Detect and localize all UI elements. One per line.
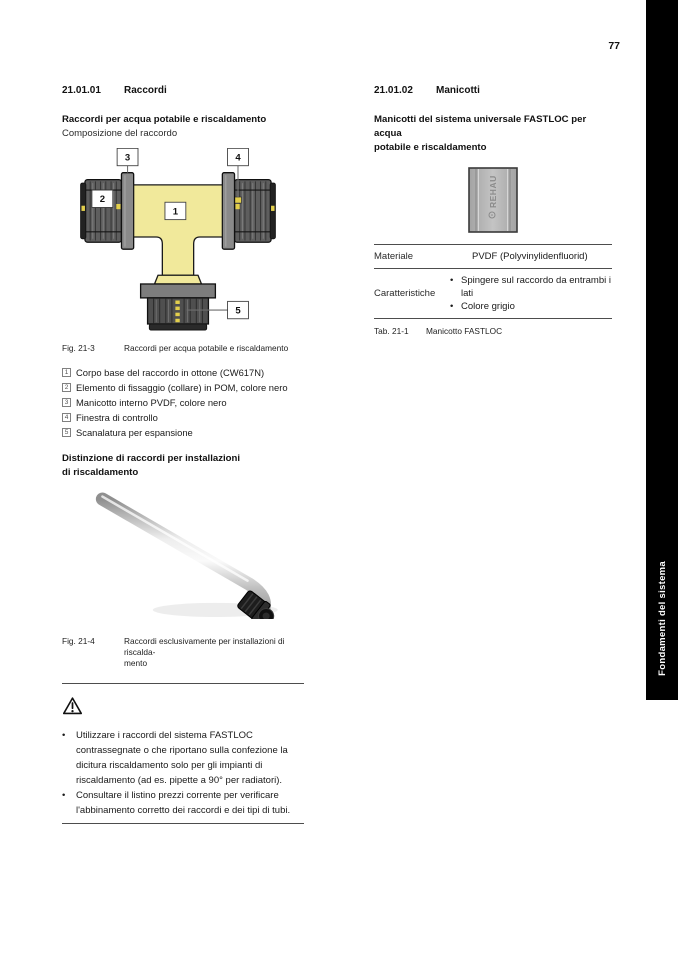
bottom-section <box>141 284 216 330</box>
warning-item <box>62 788 308 818</box>
legend-numbox: 5 <box>62 428 71 437</box>
legend-item <box>62 395 308 410</box>
callout-1: 1 <box>172 206 179 218</box>
bullet-marker: • <box>450 275 454 286</box>
legend-item <box>62 365 308 380</box>
page-number: 77 <box>608 40 620 52</box>
intro-text: Composizione del raccordo <box>62 128 178 139</box>
callout-4: 4 <box>235 152 241 164</box>
pipe-photo <box>64 487 296 624</box>
legend-numbox: 2 <box>62 383 71 392</box>
figure1-text: Raccordi per acqua potabile e riscaldamento <box>124 343 289 353</box>
warning-icon <box>62 696 83 716</box>
legend-numbox: 1 <box>62 368 71 377</box>
legend-text: Scanalatura per espansione <box>76 427 193 438</box>
callout-5: 5 <box>235 305 241 317</box>
legend-text: Corpo base del raccordo in ottone (CW617N) <box>76 367 265 378</box>
figure2-text-line1: Raccordi esclusivamente per installazioni di riscalda- <box>124 636 285 657</box>
heading-distinzione-line2: di riscaldamento <box>62 467 139 478</box>
table-caption <box>374 326 612 337</box>
spec-table <box>374 244 612 319</box>
fitting-diagram-svg <box>78 148 278 333</box>
figure1-label: Fig. 21-3 <box>62 343 95 353</box>
right-collar <box>222 173 234 250</box>
callout-3: 3 <box>124 152 131 164</box>
figure2-text-line2: mento <box>124 658 148 668</box>
legend-text: Elemento di fissaggio (collare) in POM, colore nero <box>76 382 288 393</box>
legend-item <box>62 380 308 395</box>
chapter-tab <box>646 0 678 700</box>
legend-item <box>62 410 308 425</box>
spec-bullet-item <box>450 300 612 313</box>
table-caption-label: Tab. 21-1 <box>374 326 409 336</box>
legend-numbox: 3 <box>62 398 71 407</box>
spec-row-caratteristiche <box>374 269 612 319</box>
right-column <box>374 85 612 337</box>
spec-bullet-text: Colore grigio <box>461 301 515 312</box>
bullet-marker: • <box>62 730 66 741</box>
warning-text: Utilizzare i raccordi del sistema FASTLOC contrassegnate o che riportano sulla confezione la dicitura riscaldamento solo per gli impianti di riscaldamento (ad es. pipette a 90° per radiatori). <box>76 730 288 786</box>
spec-value <box>450 274 612 313</box>
brass-body <box>134 185 223 284</box>
component-legend <box>62 365 308 440</box>
figure2-text <box>124 636 308 669</box>
subheading-manicotti <box>374 113 612 155</box>
spec-label: Caratteristiche <box>374 288 436 299</box>
brand-text: REHAU <box>488 175 498 208</box>
legend-text: Manicotto interno PVDF, colore nero <box>76 397 227 408</box>
spec-label: Materiale <box>374 251 414 262</box>
sleeve-photo <box>374 167 612 233</box>
section-header-manicotti <box>374 85 612 97</box>
spec-row-materiale <box>374 245 612 269</box>
subheading-line1: Manicotti del sistema universale FASTLOC per acqua <box>374 114 587 139</box>
pipe-photo-svg <box>64 487 296 619</box>
legend-text: Finestra di controllo <box>76 412 158 423</box>
legend-numbox: 4 <box>62 413 71 422</box>
left-column <box>62 85 308 824</box>
warning-list <box>62 728 308 818</box>
figure2-label: Fig. 21-4 <box>62 636 95 646</box>
spec-value: PVDF (Polyvinylidenfluorid) <box>472 251 588 262</box>
section-header-raccordi <box>62 85 308 97</box>
figure2-caption <box>62 636 308 669</box>
spec-bullet-item <box>450 274 612 300</box>
warning-divider-top <box>62 683 304 684</box>
section-title: Raccordi <box>124 85 167 96</box>
legend-item <box>62 425 308 440</box>
subheading-line2: potabile e riscaldamento <box>374 142 487 153</box>
subheading-raccordi: Raccordi per acqua potabile e riscaldamento <box>62 114 267 125</box>
section-title: Manicotti <box>436 85 480 96</box>
section-number: 21.01.02 <box>374 85 413 96</box>
figure1-caption <box>62 343 308 354</box>
section-number: 21.01.01 <box>62 85 101 96</box>
callout-2: 2 <box>99 194 106 206</box>
chapter-tab-label: Fondamenti del sistema <box>656 561 668 676</box>
right-fitting <box>235 180 276 243</box>
heading-distinzione-line1: Distinzione di raccordi per installazioni <box>62 453 241 464</box>
pipe-tube <box>102 499 264 612</box>
fitting-diagram <box>78 148 278 338</box>
left-collar <box>121 173 133 250</box>
heading-distinzione <box>62 452 308 480</box>
warning-text: Consultare il listino prezzi corrente per verificare l'abbinamento corretto dei raccordi e dei tipi di tubi. <box>76 790 291 816</box>
sleeve-photo-svg <box>468 167 518 233</box>
left-fitting <box>81 180 122 243</box>
warning-item <box>62 728 308 788</box>
bullet-marker: • <box>450 301 454 312</box>
table-caption-text: Manicotto FASTLOC <box>426 326 503 336</box>
spec-bullet-text: Spingere sul raccordo da entrambi i lati <box>461 275 611 299</box>
warning-divider-bottom <box>62 823 304 824</box>
bullet-marker: • <box>62 790 66 801</box>
